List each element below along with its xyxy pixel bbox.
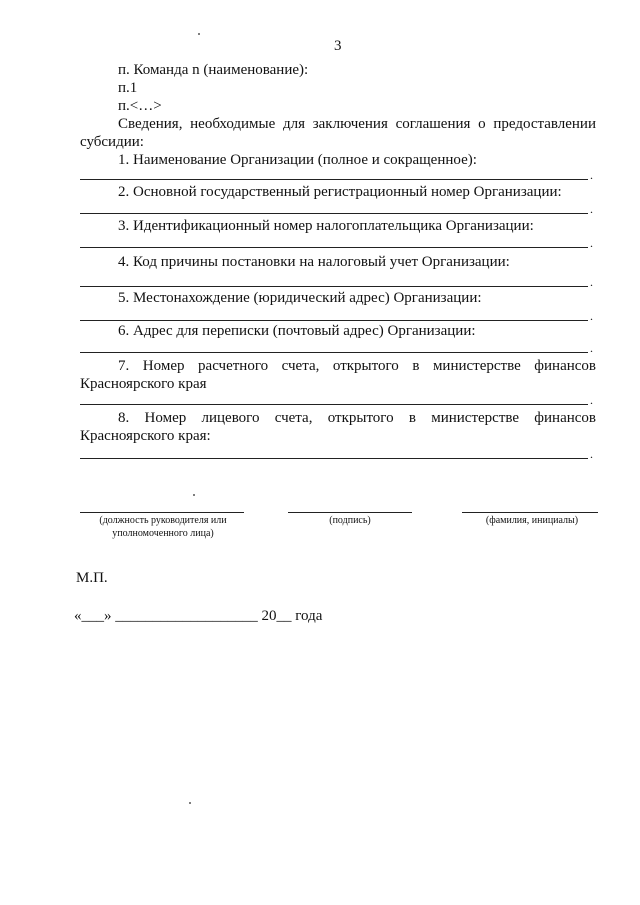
field-label: Красноярского края: (80, 428, 211, 444)
name-caption: (фамилия, инициалы) (485, 515, 579, 526)
position-caption-line: уполномоченного лица) (112, 528, 214, 539)
field-label: 1. Наименование Организации (полное и сокращенное): (118, 152, 477, 168)
signature-caption: (подпись) (329, 515, 371, 526)
signature-line (288, 512, 412, 513)
date-line (74, 607, 322, 625)
date-close-quote: » (104, 608, 112, 624)
date-open-quote: « (74, 608, 82, 624)
line-end-dot: . (590, 309, 593, 323)
fill-line (80, 213, 588, 214)
fill-line (80, 286, 588, 287)
position-line (80, 512, 244, 513)
scan-speck (189, 802, 191, 804)
line-end-dot: . (590, 168, 593, 182)
command-item: п.1 (118, 80, 138, 96)
intro-text: субсидии: (80, 134, 144, 150)
fill-line (80, 404, 588, 405)
line-end-dot: . (590, 236, 593, 250)
field-label: 5. Местонахождение (юридический адрес) Организации: (118, 290, 482, 306)
position-caption (78, 514, 248, 540)
page-number: 3 (334, 38, 342, 54)
scan-speck (198, 33, 200, 35)
field-label: 4. Код причины постановки на налоговый учет Организации: (118, 254, 510, 270)
field-label: Красноярского края (80, 376, 207, 392)
fill-line (80, 458, 588, 459)
command-heading: п. Команда n (наименование): (118, 62, 309, 78)
field-label: 2. Основной государственный регистрационный номер Организации: (118, 184, 562, 200)
date-suffix: года (295, 608, 323, 624)
field-label: 6. Адрес для переписки (почтовый адрес) Организации: (118, 323, 476, 339)
fill-line (80, 352, 588, 353)
name-line (462, 512, 598, 513)
field-label: 3. Идентификационный номер налогоплательщика Организации: (118, 218, 534, 234)
line-end-dot: . (590, 393, 593, 407)
date-day-blank: ___ (81, 608, 104, 624)
position-caption-line: (должность руководителя или (99, 515, 227, 526)
field-label: 8. Номер лицевого счета, открытого в министерстве финансов (118, 410, 596, 426)
date-year-blank: __ (276, 608, 292, 624)
fill-line (80, 320, 588, 321)
line-end-dot: . (590, 447, 593, 461)
command-item: п.<…> (118, 98, 162, 114)
stamp-label: М.П. (76, 570, 108, 586)
scan-speck (193, 494, 195, 496)
date-year-prefix: 20 (261, 608, 277, 624)
field-label: 7. Номер расчетного счета, открытого в министерстве финансов (118, 358, 596, 374)
line-end-dot: . (590, 341, 593, 355)
fill-line (80, 247, 588, 248)
date-month-blank: ___________________ (115, 608, 258, 624)
intro-text: Сведения, необходимые для заключения соглашения о предоставлении (118, 116, 596, 132)
line-end-dot: . (590, 202, 593, 216)
line-end-dot: . (590, 275, 593, 289)
fill-line (80, 179, 588, 180)
